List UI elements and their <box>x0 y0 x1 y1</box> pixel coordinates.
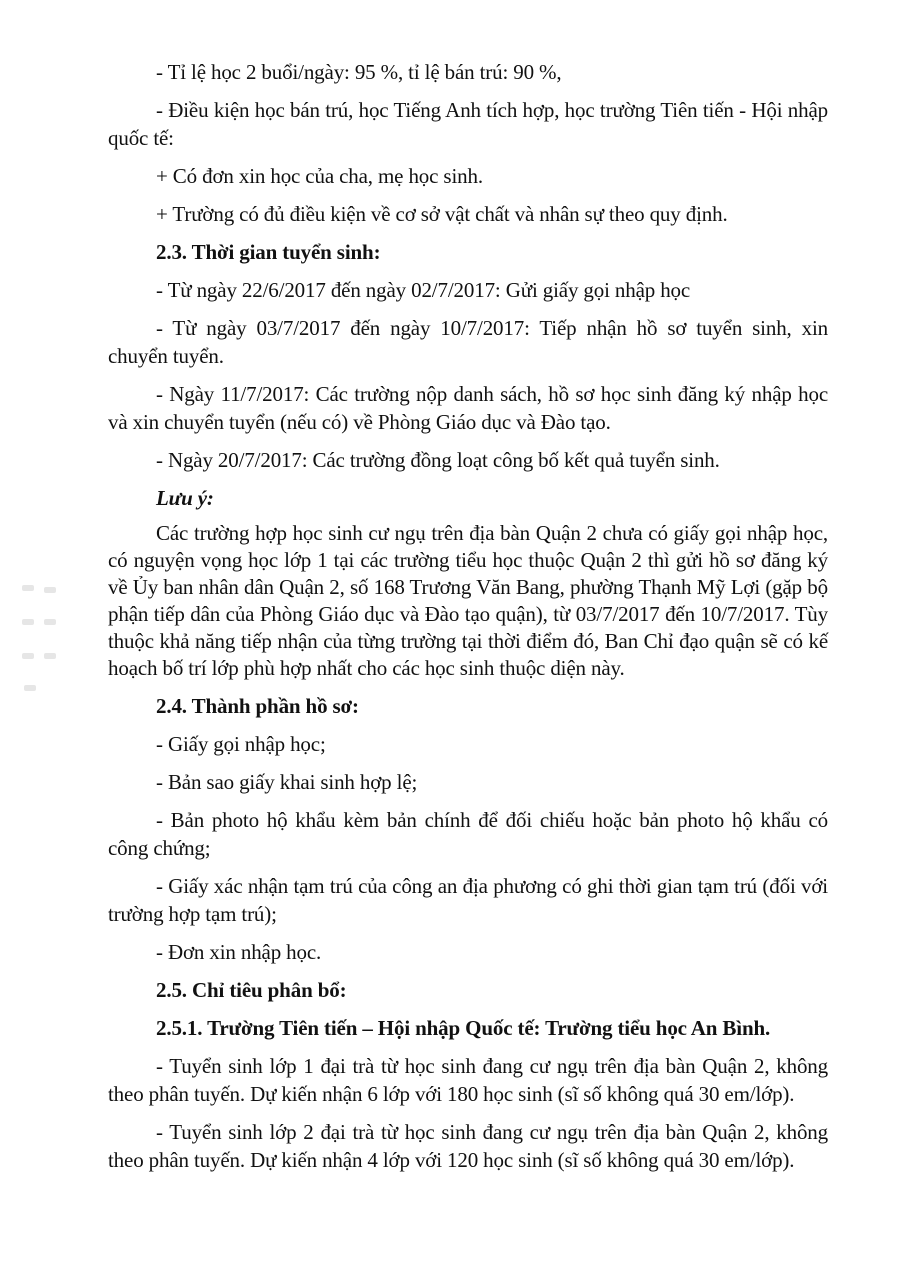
timeline-item: - Ngày 11/7/2017: Các trường nộp danh sách, hồ sơ học sinh đăng ký nhập học và xin chuyển tuyển (nếu có) về Phòng Giáo dục và Đào tạo. <box>108 382 828 434</box>
scan-speck <box>22 585 34 591</box>
section-heading-2-3: 2.3. Thời gian tuyển sinh: <box>156 240 381 264</box>
scan-speck <box>44 653 56 659</box>
section-heading-2-5: 2.5. Chỉ tiêu phân bổ: <box>156 978 347 1002</box>
scan-artifact-marks <box>22 585 72 695</box>
rate-line: - Tỉ lệ học 2 buổi/ngày: 95 %, tỉ lệ bán trú: 90 %, <box>156 60 562 84</box>
document-page <box>108 58 828 1184</box>
document-item: - Giấy gọi nhập học; <box>156 732 326 756</box>
scan-speck <box>22 653 34 659</box>
timeline-item: - Ngày 20/7/2017: Các trường đồng loạt công bố kết quả tuyển sinh. <box>156 448 720 472</box>
document-item: - Giấy xác nhận tạm trú của công an địa phương có ghi thời gian tạm trú (đối với trường hợp tạm trú); <box>108 874 828 926</box>
condition-item: + Có đơn xin học của cha, mẹ học sinh. <box>156 164 483 188</box>
scan-speck <box>44 587 56 593</box>
quota-item: - Tuyển sinh lớp 2 đại trà từ học sinh đang cư ngụ trên địa bàn Quận 2, không theo phân tuyến. Dự kiến nhận 4 lớp với 120 học sinh (sĩ số không quá 30 em/lớp). <box>108 1120 828 1172</box>
note-label: Lưu ý: <box>156 486 214 510</box>
document-item: - Bản photo hộ khẩu kèm bản chính để đối chiếu hoặc bản photo hộ khẩu có công chứng; <box>108 808 828 860</box>
document-item: - Đơn xin nhập học. <box>156 940 322 964</box>
scan-speck <box>44 619 56 625</box>
scan-speck <box>22 619 34 625</box>
timeline-item: - Từ ngày 22/6/2017 đến ngày 02/7/2017: Gửi giấy gọi nhập học <box>156 278 691 302</box>
timeline-item: - Từ ngày 03/7/2017 đến ngày 10/7/2017: Tiếp nhận hồ sơ tuyển sinh, xin chuyển tuyển. <box>108 316 828 368</box>
conditions-line: - Điều kiện học bán trú, học Tiếng Anh tích hợp, học trường Tiên tiến - Hội nhập quốc tế: <box>108 98 828 150</box>
note-paragraph: Các trường hợp học sinh cư ngụ trên địa bàn Quận 2 chưa có giấy gọi nhập học, có nguyện vọng học lớp 1 tại các trường tiểu học thuộc Quận 2 thì gửi hồ sơ đăng ký về Ủy ban nhân dân Quận 2, số 168 Trương Văn Bang, phường Thạnh Mỹ Lợi (gặp bộ phận tiếp dân của Phòng Giáo dục và Đào tạo quận), từ 03/7/2017 đến 10/7/2017. Tùy thuộc khả năng tiếp nhận của từng trường tại thời điểm đó, Ban Chỉ đạo quận sẽ có kế hoạch bố trí lớp phù hợp nhất cho các học sinh thuộc diện này. <box>108 521 828 680</box>
scan-speck <box>24 685 36 691</box>
section-heading-2-4: 2.4. Thành phần hồ sơ: <box>156 694 359 718</box>
condition-item: + Trường có đủ điều kiện về cơ sở vật chất và nhân sự theo quy định. <box>156 202 728 226</box>
subsection-heading-2-5-1: 2.5.1. Trường Tiên tiến – Hội nhập Quốc tế: Trường tiểu học An Bình. <box>156 1016 771 1040</box>
quota-item: - Tuyển sinh lớp 1 đại trà từ học sinh đang cư ngụ trên địa bàn Quận 2, không theo phân tuyến. Dự kiến nhận 6 lớp với 180 học sinh (sĩ số không quá 30 em/lớp). <box>108 1054 828 1106</box>
document-item: - Bản sao giấy khai sinh hợp lệ; <box>156 770 418 794</box>
